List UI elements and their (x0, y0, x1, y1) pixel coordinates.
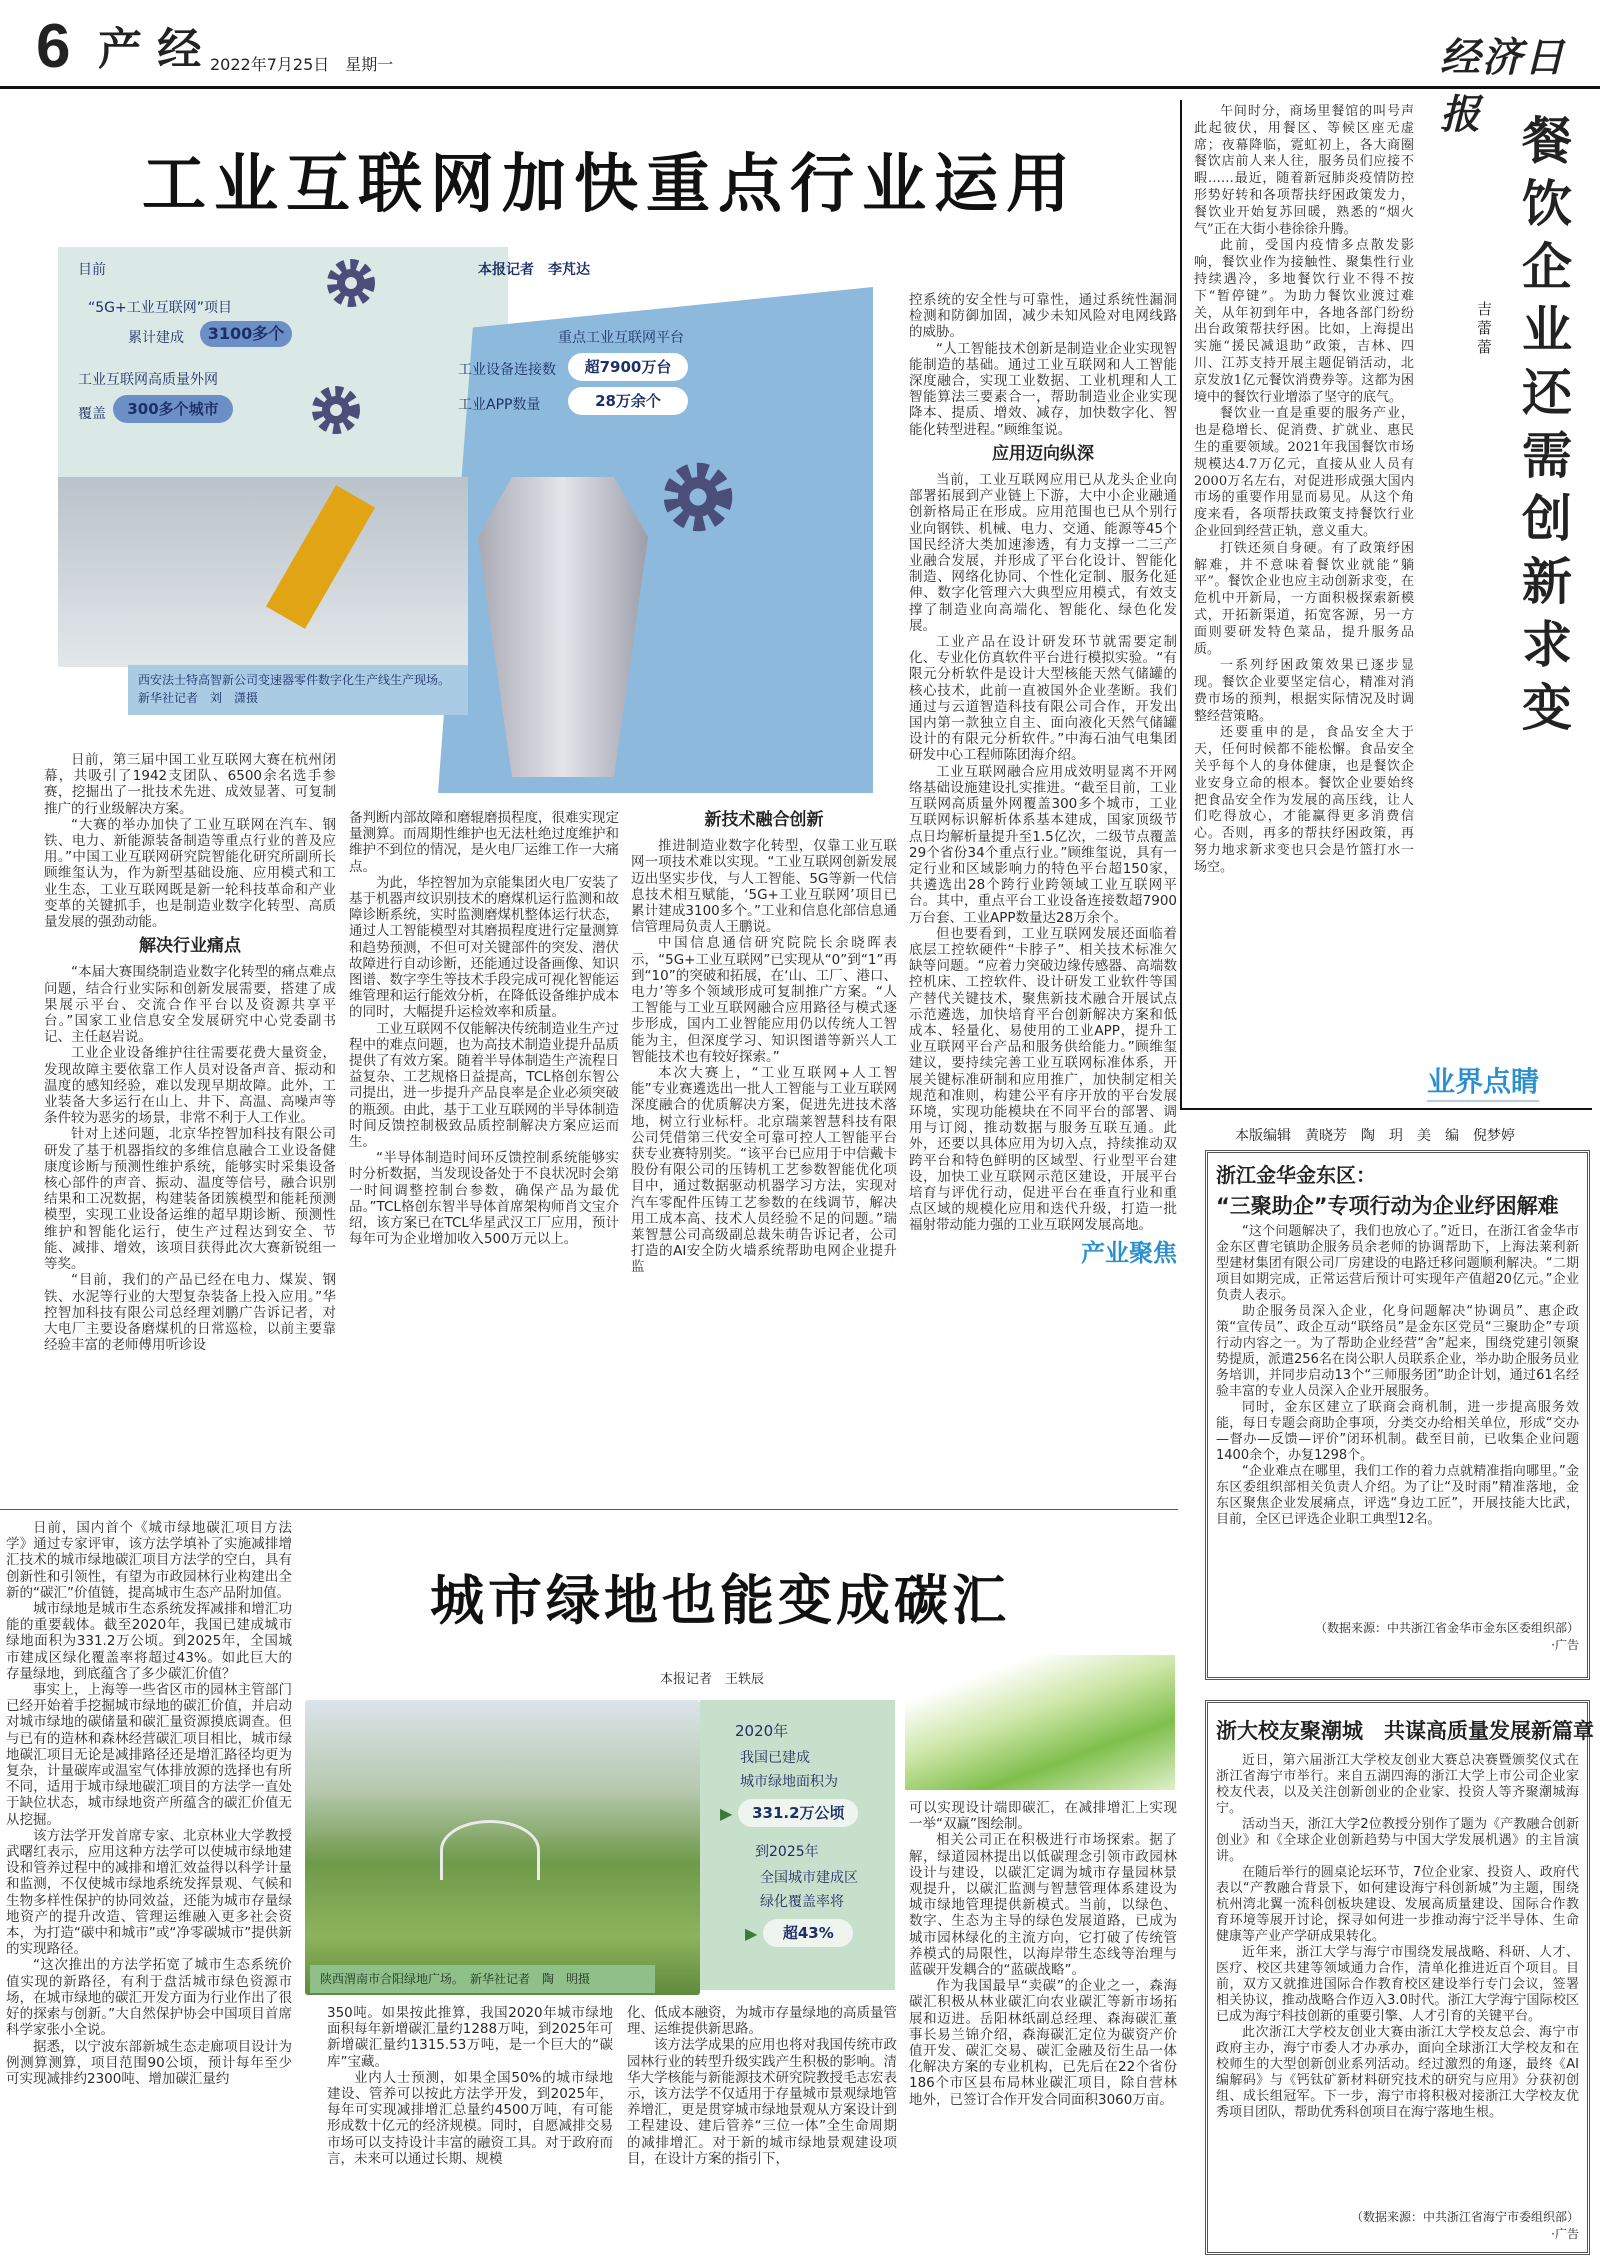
info-5g-project: “5G+工业互联网”项目 (88, 300, 232, 316)
paragraph: “本届大赛围绕制造业数字化转型的痛点难点问题，结合行业实际和创新发展需要，搭建了成果展示平台、交流合作平台以及资源共享平台。”国家工业信息安全发展研究中心党委副书记、主任赵岩说。 (44, 964, 336, 1046)
paragraph: “人工智能技术创新是制造业企业实现智能制造的基础。通过工业互联网和人工智能深度融合，实现工业数据、工业机理和人工智能算法三要素合一，帮助制造业企业实现降本、提质、增效、减存，加快数字化、智能化转型进程。”顾维玺说。 (909, 340, 1177, 438)
ad-title: “三聚助企”专项行动为企业纾困解难 (1216, 1194, 1559, 1218)
arrow-right-icon: ▶ (720, 1803, 733, 1823)
paragraph: 针对上述问题，北京华控智加科技有限公司研发了基于机器指纹的多维信息融合工业设备健康度诊断与预测性维护系统，能够实时采集设备核心部件的声音、振动、温度等信号，融合识别结果和工况数据，构建装备团簇模型和能耗预测模型，实现工业设备运维的超早期诊断、预测性维护和智能化运行，使生产过程达到安全、节能、减排、增效，该项目获得此次大赛新锐组一等奖。 (44, 1126, 336, 1273)
factory-photo (58, 477, 468, 667)
weekday: 星期一 (345, 55, 394, 74)
article1-column-3 (631, 810, 897, 1504)
article1-column-1 (44, 752, 336, 1504)
paragraph: 城市绿地是城市生态系统发挥减排和增汇功能的重要载体。截至2020年，我国已建成城市绿地面积为331.2万公顷。到2025年，全国城市建成区绿化覆盖率将超过43%。如此巨大的存量绿地，到底蕴含了多少碳汇价值？ (6, 1601, 292, 1682)
paragraph: 当前，工业互联网应用已从龙头企业向部署拓展到产业链上下游，大中小企业融通创新格局正在形成。应用范围也已从个别行业向钢铁、机械、电力、交通、能源等45个国民经济大类加速渗透，有力支撑一二三产业融合发展，并形成了平台化设计、智能化制造、网络化协同、个性化定制、服务化延伸、数字化管理六大典型应用模式，有效支撑了制造业向高端化、智能化、绿色化发展。 (909, 472, 1177, 634)
paragraph: 工业产品在设计研发环节就需要定制化、专业化仿真软件平台进行模拟实验。“有限元分析软件是设计大型核能天然气储罐的核心技术，此前一直被国外企业垄断。我们通过与云道智造科技有限公司合作，开发出国内第一款独立自主、面向液化天然气储罐设计的有限元分析软件。”中海石油气电集团研发中心工程师陈团海介绍。 (909, 634, 1177, 764)
byline: 本报记者 李芃达 (478, 262, 590, 278)
byline: 本报记者 王轶辰 (660, 1672, 765, 1687)
ad-source: （数据来源：中共浙江省海宁市委组织部） (1350, 2210, 1579, 2224)
paragraph: 为此，华控智加为京能集团火电厂安装了基于机器声纹识别技术的磨煤机运行监测和故障诊断系统，实时监测磨煤机整体运行状态，通过人工智能模型对其磨损程度进行定量测算和趋势预测，不但可对关键部件的突发、潜伏故障进行自动诊断，还能通过设备画像、知识图谱、数字孪生等技术手段完成可视化智能运维管理和运行能效分析，在降低设备维护成本的同时，大幅提升运检效率和质量。 (349, 874, 619, 1021)
paragraph: 但也要看到，工业互联网发展还面临着底层工控软硬件“卡脖子”、相关技术标准欠缺等问题。“应着力突破边缘传感器、高端数控机床、工控软件、设计研发工业软件等国产替代关键技术，聚焦新技术融合开展试点示范遴选，加快培育平台创新解决方案和低成本、轻量化、易使用的工业APP，提升工业互联网平台产品和服务供给能力。”顾维玺建议，要持续完善工业互联网标准体系，开展关键标准研制和应用推广，加快制定相关规范和准则，构建公平有序开放的平台发展环境，实现功能模块在不同平台的部署、调用与订阅，推动数据与服务互联互通。此外，还要以具体应用为切入点，持续推动双跨平台和特色鲜明的区域型、行业型平台建设，加快工业互联网示范区建设，开展平台培育与评优行动，促进平台在垂直行业和重点区域的规模化应用和迭代升级，打造一批福射带动能力强的工业互联网发展高地。 (909, 925, 1177, 1234)
article-divider (0, 1509, 1178, 1510)
subheading: 新技术融合创新 (704, 810, 824, 830)
paragraph: 餐饮业一直是重要的服务产业，也是稳增长、促消费、扩就业、惠民生的重要领域。2021年我国餐饮市场规模达4.7万亿元，直接从业人员有2000万名左右，对促进形成强大国内市场的重要作用显而易见。从这个角度来看，各项帮扶政策支持餐饮行业企业回到经营正轨，意义重大。 (1194, 406, 1414, 539)
article1-column-4 (909, 292, 1177, 1504)
commentary-author: 吉蕾蕾 (1477, 300, 1493, 356)
gear-icon (308, 382, 364, 438)
info-now: 目前 (78, 262, 106, 278)
paragraph: 该方法学开发首席专家、北京林业大学教授武曙红表示，应用这种方法学可以使城市绿地建设和管养过程中的减排和增汇效益得以科学计量和监测，不仅使城市绿地系统发挥景观、气候和生物多样性保护的协同效益，还能为城市存量绿地资产的提升改造、管理运维融入更多社会资本，为打造“碳中和城市”或“净零碳城市”提供新的实现路径。 (6, 1827, 292, 1958)
column-tag-insight: 业界点睛 (1427, 1060, 1539, 1102)
paragraph: 该方法学成果的应用也将对我国传统市政园林行业的转型升级实践产生积极的影响。清华大学核能与新能源技术研究院教授毛志宏表示，该方法学不仅适用于存量城市景观绿地管养增汇，更是贯穿城市绿地景观从方案设计到工程建设、建后管养“三位一体”全生命周期的减排增汇。对于新的城市绿地景观建设项目，在设计方案的指引下， (627, 2037, 897, 2167)
paragraph: 同时，金东区建立了联商会商机制，进一步提高服务效能，每日专题会商助企事项，分类交办给相关单位，形成“交办—督办—反馈—评价”闭环机制。截至目前，已收集企业问题1400余个，办复1298个。 (1216, 1400, 1579, 1463)
issue-date (210, 52, 393, 75)
paragraph: “这个问题解决了，我们也放心了。”近日，在浙江省金华市金东区曹宅镇助企服务员余老师的协调帮助下，上海法莱利新型建材集团有限公司厂房建设的电路迁移问题顺利解决。“二期项目如期完成，正常运营后预计可实现年产值超20亿元。”企业负责人表示。 (1216, 1224, 1579, 1303)
ad-title: 浙大校友聚潮城 共谋高质量发展新篇章 (1216, 1719, 1594, 1743)
commentary-title: 餐饮企业还需创新求变 (1522, 112, 1572, 737)
commentary-box (1180, 100, 1592, 1110)
subheading: 解决行业痛点 (139, 936, 241, 957)
photo-caption: 陕西渭南市合阳绿地广场。 新华社记者 陶 明摄 (310, 1965, 655, 1993)
gear-icon (323, 255, 379, 311)
info-devices-value: 超7900万台 (568, 353, 688, 381)
ad-label: ·广告 (1551, 2227, 1579, 2241)
photo-caption: 西安法士特高智新公司变速器零件数字化生产线生产现场。 新华社记者 刘 潇摄 (128, 665, 468, 715)
paragraph: 据悉，以宁波东部新城生态走廊项目设计为例测算测算，项目范围90公顷，预计每年至少可实现减排约2300吨、增加碳汇量约 (6, 2038, 292, 2087)
paragraph: “企业难点在哪里，我们工作的着力点就精准指向哪里。”金东区委组织部相关负责人介绍。为了让“及时雨”精准落地，金东区聚焦企业发展痛点，评选“身边工匠”，开展技能大比武，目前，全区已评选企业职工典型12名。 (1216, 1464, 1579, 1527)
ad-label: ·广告 (1551, 1638, 1579, 1652)
paragraph: 化、低成本融资，为城市存量绿地的高质量管理、运维提供新思路。 (627, 2005, 897, 2038)
paragraph: 还要重申的是，食品安全大于天，任何时候都不能松懈。食品安全关乎每个人的身体健康，也是餐饮企业安身立命的根本。餐饮企业要始终把食品安全作为发展的高压线，让人们吃得放心，才能赢得更多消费信心。否则，再多的帮扶纾困政策，再努力地求新求变也只会是竹篮打水一场空。 (1194, 725, 1414, 875)
info-area-value: 331.2万公顷 (738, 1799, 858, 1827)
paragraph: 日前，第三届中国工业互联网大赛在杭州闭幕，共吸引了1942支团队、6500余名选手参赛，挖掘出了一批技术先进、成效显著、可复制推广的行业级解决方案。 (44, 752, 336, 817)
ad-body (1216, 1224, 1579, 1619)
article1-column-2 (349, 810, 619, 1504)
paragraph: 打铁还须自身硬。有了政策纾困解难，并不意味着餐饮业就能“躺平”。餐饮企业也应主动创新求变，在危机中开新局，一方面积极探索新模式，开拓新渠道，拓宽客源，另一方面则要研发特色菜品，提升服务品质。 (1194, 540, 1414, 657)
header-rule (0, 86, 1600, 89)
headline: 工业互联网加快重点行业运用 (142, 148, 1078, 222)
paragraph: 本次大赛上，“工业互联网+人工智能”专业赛遴选出一批人工智能与工业互联网深度融合的优质解决方案，促进先进技术落地，树立行业标杆。北京瑞莱智慧科技有限公司凭借第三代安全可靠可控人工智能平台获专业赛特别奖。“该平台已应用于中信戴卡股份有限公司的压铸机工艺参数智能优化项目中，通过数据驱动机器学习方法，实现对汽车零配件压铸工艺参数的在线调节，解决用工成本高、技术人员经验不足的问题。”瑞莱智慧公司高级副总裁朱萌告诉记者，公司打造的AI安全防火墙系统帮助电网企业提升监 (631, 1065, 897, 1276)
info-extranet: 工业互联网高质量外网 (78, 372, 218, 388)
paragraph: 在随后举行的圆桌论坛环节，7位企业家、投资人、政府代表以“产教融合背景下，如何建设海宁科创新城”为主题，围绕杭州湾北翼一流科创板块建设、发展高质量建设、国际合作教育环境等展开讨论，探寻如何进一步推动海宁泛半导体、生命健康等产业产学研成果转化。 (1216, 1865, 1579, 1944)
paragraph: 日前，国内首个《城市绿地碳汇项目方法学》通过专家评审，该方法学填补了实施减排增汇技术的城市绿地碳汇项目方法学的空白，具有创新性和引领性，有望为市政园林行业构建出全新的“碳汇”价值链，提高城市生态产品附加值。 (6, 1520, 292, 1601)
gear-icon (658, 457, 738, 537)
info-devices-label: 工业设备连接数 (458, 362, 556, 378)
editor-credits: 本版编辑 黄晓芳 陶 玥 美 编 倪梦婷 (1235, 1128, 1515, 1144)
section-name: 产 经 (98, 24, 202, 75)
paragraph: 此次浙江大学校友创业大赛由浙江大学校友总会、海宁市政府主办，海宁市委人才办承办，面向全球浙江大学校友和在校师生的大型创新创业系列活动。经过激烈的角逐，最终《AI编解码》与《钙钛矿新材料研究技术的研究与应用》分获初创组、成长组冠军。下一步，海宁市将积极对接浙江大学校友优秀项目团队，帮助优秀科创项目在海宁落地生根。 (1216, 2025, 1579, 2120)
green-infographic (700, 1700, 895, 1990)
paragraph: 350吨。如果按此推算，我国2020年城市绿地面积每年新增碳汇量约1288万吨，到2025年可新增碳汇量约1315.53万吨，是一个巨大的“碳库”宝藏。 (327, 2005, 613, 2070)
paragraph: 作为我国最早“卖碳”的企业之一，森海碳汇积极从林业碳汇向农业碳汇等新市场拓展和迈进。岳阳林纸副总经理、森海碳汇董事长易兰锦介绍，森海碳汇定位为碳资产价值开发、碳汇交易、碳汇金融及衍生品一体化解决方案的专业机构，已先后在22个省份186个市区县布局林业碳汇项目，除自营林地外，已签订合作开发合同面积3060万亩。 (909, 1978, 1177, 2108)
info-apps-label: 工业APP数量 (458, 397, 541, 413)
paragraph: 工业企业设备维护往往需要花费大量资金，发现故障主要依靠工作人员对设备声音、振动和温度的感知经验，难以发现早期故障。此外，工业装备大多运行在山上、井下、高温、高噪声等条件较为恶劣的场景，非常不利于人工作业。 (44, 1045, 336, 1127)
subheading: 应用迈向纵深 (992, 443, 1094, 464)
paragraph: “这次推出的方法学拓宽了城市生态系统价值实现的新路径，有利于盘活城市绿色资源市场，在城市绿地的碳汇开发方面为行业作出了很好的探索与创新。”大自然保护协会中国项目首席科学家张小全说。 (6, 1957, 292, 2039)
info-line: 全国城市建成区 (760, 1870, 858, 1886)
article2-column-3 (627, 2005, 897, 2265)
paragraph: 活动当天，浙江大学2位教授分别作了题为《产教融合创新创业》和《全球企业创新趋势与中国大学发展机遇》的主旨演讲。 (1216, 1817, 1579, 1864)
paragraph: 控系统的安全性与可靠性，通过系统性漏洞检测和防御加固，减少未知风险对电网线路的威胁。 (909, 292, 1177, 341)
paragraph: 此前，受国内疫情多点散发影响，餐饮业作为接触性、聚集性行业持续遇冷，多地餐饮行业不得不按下“暂停键”。为助力餐饮业渡过难关，从年初到年中，各地各部门纷纷出台政策帮扶纾困。比如，上海提出实施“援民减退助”政策，吉林、四川、江苏支持开展主题促销活动，北京发放1亿元餐饮消费券等。这都为困境中的餐饮行业增添了坚守的底气。 (1194, 238, 1414, 405)
ad-source: （数据来源：中共浙江省金华市金东区委组织部） (1314, 1621, 1579, 1635)
paragraph: 推进制造业数字化转型，仅靠工业互联网一项技术难以实现。“工业互联网创新发展迈出坚实步伐，与人工智能、5G等新一代信息技术相互赋能，‘5G+工业互联网’项目已累计建成3100多个。”工业和信息化部信息通信管理局负责人王鹏说。 (631, 838, 897, 936)
info-platform: 重点工业互联网平台 (558, 330, 684, 346)
paragraph: 工业互联网不仅能解决传统制造业生产过程中的难点问题，也为高技术制造业提升品质提供了有效方案。随着半导体制造生产流程日益复杂、工艺规格日益提高，TCL格创东智公司提出，进一步提升产品良率是企业必须突破的瓶颈。由此，基于工业互联网的半导体制造时间反馈控制极致品质控制解决方案应运而生。 (349, 1020, 619, 1151)
headline: 城市绿地也能变成碳汇 (430, 1568, 1010, 1632)
info-cover-label: 覆盖 (78, 406, 106, 422)
info-line: 城市绿地面积为 (740, 1774, 838, 1790)
info-built-value: 3100多个 (200, 321, 292, 347)
date: 2022年7月25日 (210, 55, 330, 74)
info-apps-value: 28万余个 (568, 387, 688, 415)
paragraph: 业内人士预测，如果全国50%的城市绿地建设、管养可以按此方法学开发，到2025年，每年可实现减排增汇总量约4500万吨，有可能形成数十亿元的经济规模。同时，自愿减排交易市场可以支持设计丰富的融资工具。对于政府而言，未来可以通过长期、规模 (327, 2069, 613, 2167)
paragraph: 事实上，上海等一些省区市的园林主管部门已经开始着手挖掘城市绿地的碳汇价值，并启动对城市绿地的碳储量和碳汇量资源摸底调查。但与已有的造林和森林经营碳汇项目相比，城市绿地碳汇项目无论是减排路径还是增汇路径均更为复杂，计量碳库或温室气体排放源的选择也有所不同，适用于城市绿地碳汇项目的方法学一直处于缺位状态，城市绿地资产所蕴含的碳汇价值无从挖掘。 (6, 1682, 292, 1828)
paragraph: 近年来，浙江大学与海宁市围绕发展战略、科研、人才、医疗、校区共建等领域通力合作，清单化推进近百个项目。目前，双方又就推进国际合作教育校区建设举行专门会议，签署相关协议，推动战略合作迈入3.0时代。浙江大学海宁国际校区已成为海宁科技创新的重要引擎、人才引育的关键平台。 (1216, 1945, 1579, 2024)
ad-kicker: 浙江金华金东区： (1216, 1163, 1376, 1187)
paragraph: “大赛的举办加快了工业互联网在汽车、钢铁、电力、新能源装备制造等重点行业的普及应用。”中国工业互联网研究院智能化研究所副所长顾维玺认为，作为新型基础设施、应用模式和工业生态，工业互联网既是新一轮科技革命和产业变革的关键抓手，也是制造业数字化转型、高质量发展的强劲动能。 (44, 816, 336, 931)
paragraph: 相关公司正在积极进行市场探索。据了解，绿道园林提出以低碳理念引领市政园林设计与建设，以碳汇定调为城市存量园林景观提升，以碳汇监测与智慧管理体系建设为城市绿地管理提供新模式。当前，以绿色、数字、生态为主导的绿色发展道路，已成为城市园林绿化的主流方向，它打破了传统管养模式的局限性，以海岸带生态线等治理与蓝碳开发耦合的“蓝碳战略”。 (909, 1832, 1177, 1979)
info-coverage-value: 超43% (763, 1919, 853, 1947)
article2-column-4 (909, 1800, 1177, 2265)
page-number: 6 (36, 12, 71, 81)
column-tag-industry-focus: 产业聚焦 (1081, 1238, 1177, 1267)
commentary-body (1194, 104, 1414, 1104)
info-cover-value: 300多个城市 (113, 395, 233, 423)
paragraph: “目前，我们的产品已经在电力、煤炭、钢铁、水泥等行业的大型复杂装备上投入应用。”华控智加科技有限公司总经理刘鹏广告诉记者，对大电厂主要设备磨煤机的日常巡检，以前主要靠经验丰富的老师傅用听诊设 (44, 1272, 336, 1354)
trees-illustration (905, 1655, 1175, 1790)
paragraph: 可以实现设计端即碳汇，在减排增汇上实现一举“双赢”图绘制。 (909, 1800, 1177, 1833)
info-year-2025: 到2025年 (755, 1844, 819, 1860)
paragraph: 一系列纾困政策效果已逐步显现。餐饮企业要坚定信心，精准对消费市场的预判，根据实际情况及时调整经营策略。 (1194, 658, 1414, 724)
article2-column-1 (6, 1520, 292, 2265)
arrow-right-icon: ▶ (745, 1923, 758, 1943)
pavilion-image (440, 1820, 540, 1880)
paragraph: 午间时分，商场里餐馆的叫号声此起彼伏，用餐区、等候区座无虚席；夜幕降临，霓虹初上，各大商圈餐饮店前人来人往，服务员们应接不暇……最近，随着新冠肺炎疫情防控形势好转和各项帮扶纾困政策发力，餐饮业开始复苏回暖，熟悉的“烟火气”正在大街小巷徐徐升腾。 (1194, 104, 1414, 237)
paragraph: 助企服务员深入企业，化身问题解决“协调员”、惠企政策“宣传员”、政企互动“联络员”是金东区党员“三聚助企”专项行动内容之一。为了帮助企业经营“舍”起来，围绕党建引领聚势提质，派遣256名在岗公职人员联系企业，举办助企服务员业务培训，并同步启动13个“三师服务团”助企计划，通过61名经验丰富的专业人员深入企业开展服务。 (1216, 1304, 1579, 1399)
info-built-label: 累计建成 (128, 330, 184, 346)
infographic (58, 247, 873, 793)
article2-column-2 (327, 2005, 613, 2265)
paragraph: 近日，第六届浙江大学校友创业大赛总决赛暨颁奖仪式在浙江省海宁市举行。来自五湖四海的浙江大学上市公司企业家校友代表，以及关注创新创业的企业家、投资人等齐聚潮城海宁。 (1216, 1753, 1579, 1816)
ad-box-zju (1205, 1700, 1594, 2255)
info-panel-left (58, 247, 508, 477)
paragraph: “半导体制造时间环反馈控制系统能够实时分析数据，当发现设备处于不良状况时会第一时间调整控制台参数，确保产品为最优品。”TCL格创东智半导体首席架构师肖文宝介绍，该方案已在TCL华星武汉工厂应用，预计每年可为企业增加收入500万元以上。 (349, 1150, 619, 1248)
paragraph: 备判断内部故障和磨辊磨损程度，很难实现定量测算。而周期性维护也无法杜绝过度维护和维护不到位的情况，是火电厂运维工作一大痛点。 (349, 810, 619, 875)
paragraph: 工业互联网融合应用成效明显离不开网络基础设施建设扎实推进。“截至目前，工业互联网高质量外网覆盖300多个城市，工业互联网标识解析体系基本建成，国家顶级节点日均解析量提升至1.5亿次，二级节点覆盖29个省份34个重点行业。”顾维玺说，具有一定行业和区域影响力的特色平台超150家，共遴选出28个跨行业跨领域工业互联网平台。其中，重点平台工业设备连接数超7900万台套、工业APP数量达28万余个。 (909, 763, 1177, 926)
masthead-logo: 经济日报 (1440, 34, 1566, 138)
ad-body (1216, 1753, 1579, 2208)
paragraph: 中国信息通信研究院院长余晓晖表示，“5G+工业互联网”已实现从“0”到“1”再到“10”的突破和拓展，在‘山、工厂、港口、电力’等多个领域形成可复制推广方案。“人工智能与工业互联网融合应用路径与模式逐步形成，国内工业智能应用仍以传统人工智能为主，但深度学习、知识图谱等新兴人工智能技术也有较好探索。” (631, 935, 897, 1065)
ad-box-jindong (1205, 1150, 1590, 1680)
info-year-2020: 2020年 (735, 1722, 789, 1740)
info-line: 我国已建成 (740, 1750, 810, 1766)
info-line: 绿化覆盖率将 (760, 1894, 844, 1910)
